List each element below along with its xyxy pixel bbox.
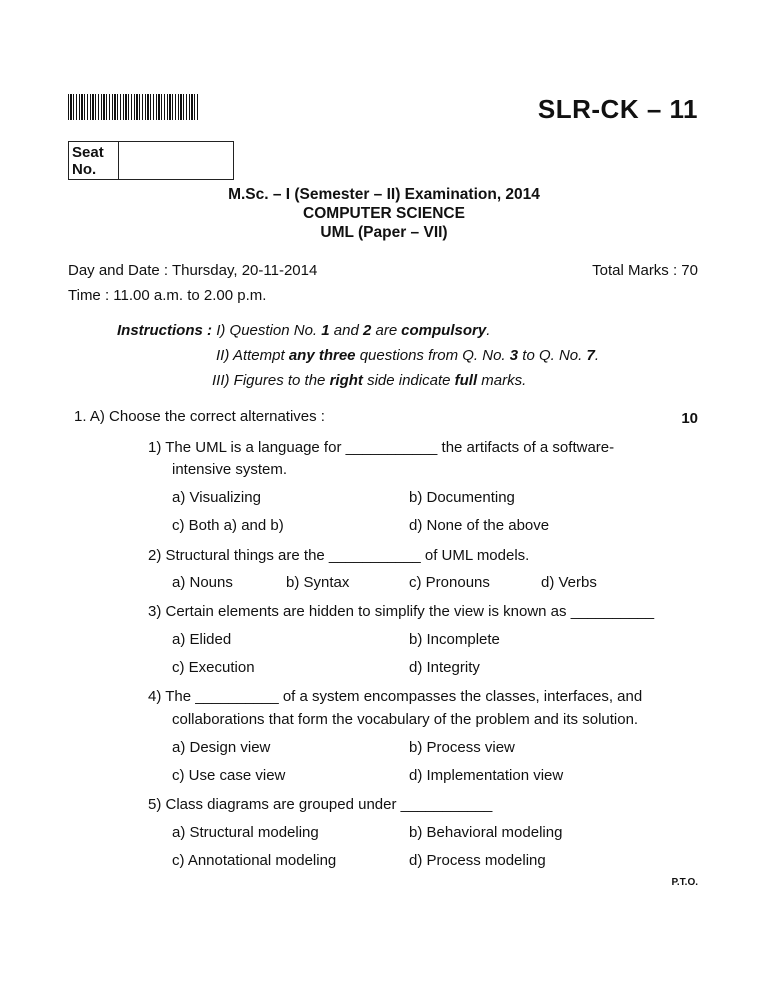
instruction-3-text-c: side indicate: [367, 372, 451, 389]
mcq-4-question-cont: collaborations that form the vocabulary of the problem and its solution.: [172, 711, 639, 728]
barcode: [68, 94, 198, 120]
instruction-1-text-d: 2: [362, 322, 372, 339]
subject-title: COMPUTER SCIENCE: [303, 205, 465, 222]
mcq-1-option-a: a) Visualizing: [172, 489, 261, 506]
instruction-2-text-e: to Q. No.: [522, 347, 583, 364]
instruction-1-text-a: Question No.: [229, 322, 318, 339]
instruction-1-period: .: [486, 322, 491, 339]
page-turn-over: P.T.O.: [671, 877, 698, 888]
instruction-3-num: III): [212, 372, 230, 389]
instruction-2-text-c: questions from Q. No.: [359, 347, 506, 364]
instruction-1-num: I): [216, 322, 226, 339]
instruction-1-text-c: and: [333, 322, 359, 339]
mcq-2-option-b: b) Syntax: [286, 574, 350, 591]
mcq-2-question: 2) Structural things are the ___________ of UML models.: [148, 547, 530, 564]
mcq-5-option-a: a) Structural modeling: [172, 824, 319, 841]
mcq-2-option-c: c) Pronouns: [409, 574, 490, 591]
question-1-marks: 10: [681, 410, 698, 427]
mcq-5-option-b: b) Behavioral modeling: [409, 824, 563, 841]
mcq-3-option-a: a) Elided: [172, 631, 232, 648]
mcq-1-question-cont: intensive system.: [172, 461, 288, 478]
mcq-1-option-c: c) Both a) and b): [172, 517, 284, 534]
instruction-3-emphasis-right: right: [329, 372, 363, 389]
mcq-5-question: 5) Class diagrams are grouped under ___________: [148, 796, 493, 813]
instruction-1-text-e: are: [375, 322, 398, 339]
instruction-1: [117, 322, 490, 339]
total-marks: Total Marks : 70: [592, 262, 698, 279]
mcq-1-option-d: d) None of the above: [409, 517, 550, 534]
instruction-2-text-a: Attempt: [232, 347, 285, 364]
exam-time: Time : 11.00 a.m. to 2.00 p.m.: [68, 287, 267, 304]
mcq-4-option-d: d) Implementation view: [409, 767, 564, 784]
mcq-5-option-c: c) Annotational modeling: [172, 852, 337, 869]
instruction-3: [212, 372, 526, 389]
question-1-title: 1. A) Choose the correct alternatives :: [74, 408, 325, 425]
seat-label: Seat No.: [69, 142, 119, 179]
instruction-3-text-a: Figures to the: [233, 372, 326, 389]
mcq-1-question: 1) The UML is a language for ___________ the artifacts of a software-: [148, 439, 615, 456]
instruction-3-text-e: marks.: [481, 372, 527, 389]
mcq-2-option-a: a) Nouns: [172, 574, 233, 591]
mcq-4-option-a: a) Design view: [172, 739, 271, 756]
mcq-3-option-b: b) Incomplete: [409, 631, 500, 648]
instruction-2-period: .: [594, 347, 600, 364]
instruction-2-emphasis: any three: [288, 347, 356, 364]
instruction-2-text-d: 3: [509, 347, 519, 364]
instruction-2: [216, 347, 599, 364]
mcq-3-question: 3) Certain elements are hidden to simplify the view is known as __________: [148, 603, 655, 620]
exam-title: M.Sc. – I (Semester – II) Examination, 2014: [228, 186, 540, 203]
mcq-2-option-d: d) Verbs: [541, 574, 597, 591]
mcq-5-option-d: d) Process modeling: [409, 852, 546, 869]
paper-code: SLR-CK – 11: [537, 94, 698, 124]
mcq-1-option-b: b) Documenting: [409, 489, 515, 506]
instruction-3-emphasis-full: full: [454, 372, 478, 389]
instruction-2-num: II): [216, 347, 230, 364]
mcq-4-question: 4) The __________ of a system encompasses the classes, interfaces, and: [148, 688, 643, 705]
mcq-3-option-d: d) Integrity: [409, 659, 480, 676]
instruction-2-text-f: 7: [586, 347, 595, 364]
instruction-1-emphasis: compulsory: [401, 322, 487, 339]
mcq-4-option-c: c) Use case view: [172, 767, 286, 784]
mcq-3-option-c: c) Execution: [172, 659, 255, 676]
seat-number-field: [119, 142, 233, 179]
mcq-4-option-b: b) Process view: [409, 739, 515, 756]
seat-number-box: [68, 141, 234, 180]
day-and-date: Day and Date : Thursday, 20-11-2014: [68, 262, 318, 279]
paper-title: UML (Paper – VII): [320, 224, 448, 241]
instructions-label: Instructions :: [117, 322, 213, 339]
instruction-1-text-b: 1: [321, 322, 330, 339]
